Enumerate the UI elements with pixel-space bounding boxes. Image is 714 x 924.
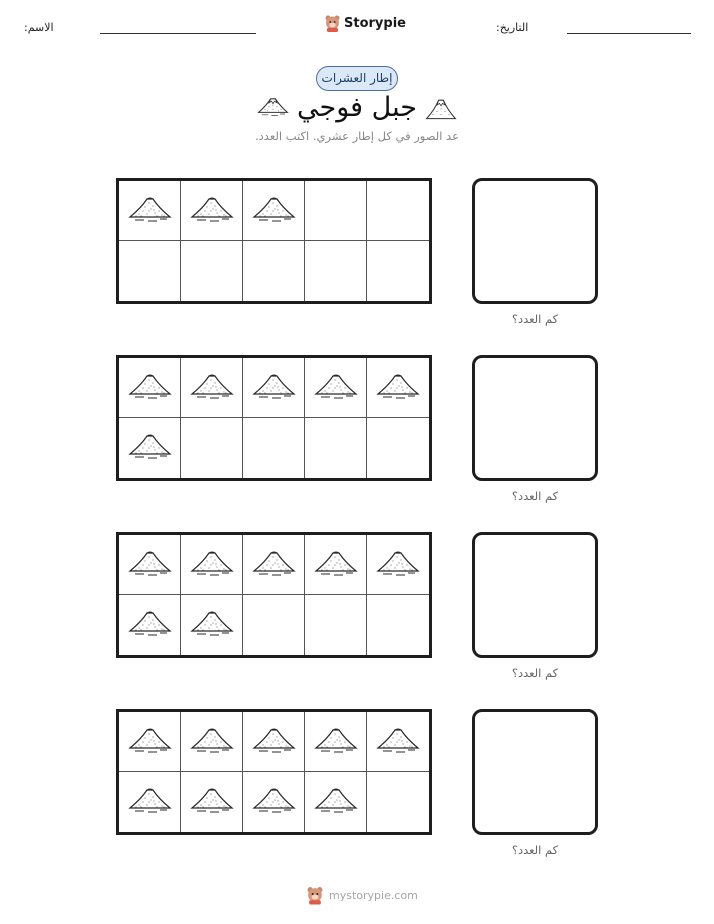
ten-frame-cell [243, 181, 305, 241]
worksheet-title: جبل فوجي [297, 92, 417, 123]
ten-frame-cell [243, 712, 305, 772]
mount-fuji-icon [189, 371, 235, 405]
mount-fuji-icon [251, 725, 297, 759]
ten-frame-cell [181, 595, 243, 655]
count-question: كم العدد؟ [511, 843, 559, 857]
ten-frame-cell [119, 772, 181, 832]
ten-frame-cell [243, 772, 305, 832]
mount-fuji-icon [127, 194, 173, 228]
ten-frame-cell [119, 418, 181, 478]
mount-fuji-icon [313, 725, 359, 759]
mount-fuji-icon [313, 548, 359, 582]
ten-frame-cell [119, 595, 181, 655]
answer-box[interactable] [472, 709, 598, 835]
ten-frame-cell [367, 772, 429, 832]
ten-frame-cell [305, 418, 367, 478]
ten-frame-cell [243, 418, 305, 478]
ten-frame-cell [119, 181, 181, 241]
ten-frame-cell [305, 358, 367, 418]
mount-fuji-icon [375, 548, 421, 582]
ten-frame-cell [119, 358, 181, 418]
mount-fuji-icon [127, 608, 173, 642]
mount-fuji-icon [425, 94, 457, 124]
mount-fuji-icon [127, 725, 173, 759]
ten-frame-cell [119, 712, 181, 772]
ten-frame-cell [305, 535, 367, 595]
date-line[interactable] [567, 33, 691, 34]
brand-name: Storypie [344, 15, 406, 31]
ten-frame-cell [305, 712, 367, 772]
mount-fuji-icon [251, 371, 297, 405]
ten-frame-cell [181, 712, 243, 772]
ten-frame-cell [181, 181, 243, 241]
date-label: التاريخ: [496, 21, 529, 34]
count-question: كم العدد؟ [511, 312, 559, 326]
ten-frame-cell [181, 418, 243, 478]
ten-frame-cell [305, 595, 367, 655]
mount-fuji-icon [189, 725, 235, 759]
mount-fuji-icon [127, 548, 173, 582]
ten-frame-cell [243, 241, 305, 301]
ten-frame-cell [367, 712, 429, 772]
mount-fuji-icon [375, 725, 421, 759]
answer-box[interactable] [472, 532, 598, 658]
mount-fuji-icon [313, 371, 359, 405]
storypie-logo [324, 12, 406, 34]
mount-fuji-icon [251, 785, 297, 819]
mount-fuji-icon [251, 194, 297, 228]
ten-frame [116, 355, 432, 481]
ten-frame [116, 709, 432, 835]
mount-fuji-icon [189, 608, 235, 642]
ten-frame-cell [119, 241, 181, 301]
ten-frame-cell [181, 535, 243, 595]
count-question: كم العدد؟ [511, 489, 559, 503]
bear-mascot-icon [324, 14, 341, 32]
footer [306, 884, 418, 906]
instructions: عد الصور في كل إطار عشري. اكتب العدد. [255, 129, 459, 143]
name-label: الاسم: [24, 21, 54, 34]
mount-fuji-icon [189, 785, 235, 819]
ten-frame-cell [305, 772, 367, 832]
mount-fuji-icon [313, 785, 359, 819]
mount-fuji-icon [189, 194, 235, 228]
ten-frame-cell [243, 595, 305, 655]
ten-frame-cell [243, 535, 305, 595]
ten-frame-cell [367, 241, 429, 301]
ten-frame-cell [181, 241, 243, 301]
name-line[interactable] [100, 33, 256, 34]
ten-frame-cell [181, 358, 243, 418]
mount-fuji-icon [251, 548, 297, 582]
ten-frame-cell [367, 535, 429, 595]
ten-frame-cell [367, 418, 429, 478]
mount-fuji-icon [127, 431, 173, 465]
ten-frame [116, 532, 432, 658]
mount-fuji-icon [189, 548, 235, 582]
mount-fuji-icon [127, 785, 173, 819]
answer-box[interactable] [472, 178, 598, 304]
ten-frame-cell [181, 772, 243, 832]
bear-mascot-icon [306, 885, 324, 905]
ten-frame [116, 178, 432, 304]
ten-frame-cell [305, 181, 367, 241]
mount-fuji-icon [375, 371, 421, 405]
ten-frame-cell [305, 241, 367, 301]
ten-frame-cell [119, 535, 181, 595]
ten-frame-cell [367, 181, 429, 241]
footer-site: mystorypie.com [329, 888, 418, 902]
count-question: كم العدد؟ [511, 666, 559, 680]
ten-frame-cell [367, 595, 429, 655]
ten-frame-cell [243, 358, 305, 418]
worksheet-tag: إطار العشرات [316, 66, 398, 91]
ten-frame-cell [367, 358, 429, 418]
answer-box[interactable] [472, 355, 598, 481]
mount-fuji-icon [127, 371, 173, 405]
